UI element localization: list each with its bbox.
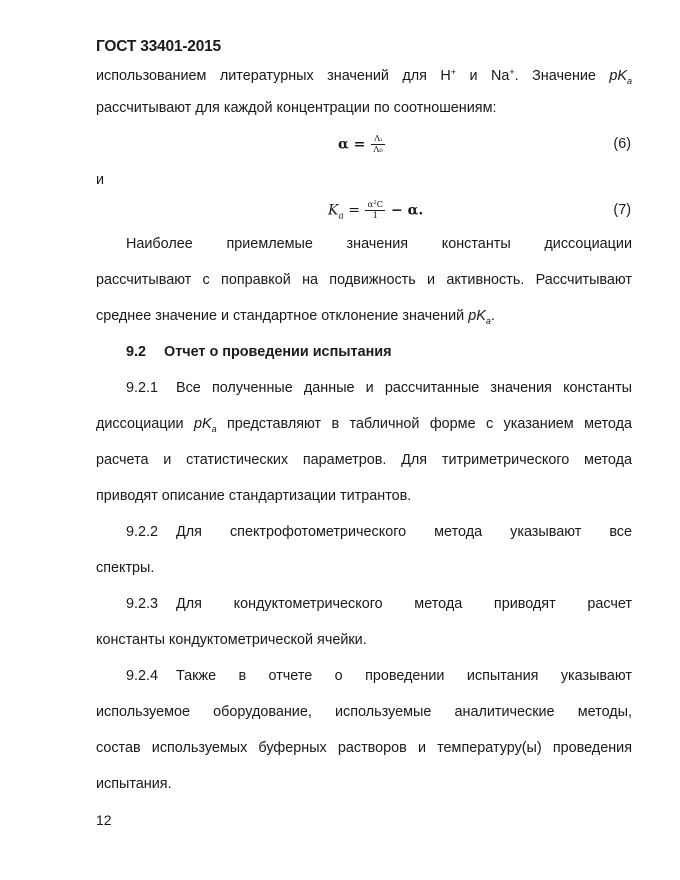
text-line: спектры.: [96, 560, 155, 576]
text-line: 9.2.4 Также в отчете о проведении испытания указывают: [126, 668, 632, 684]
text-line: используемое оборудование, используемые аналитические методы,: [96, 704, 632, 720]
pka-symbol: $pK_a$: [193, 416, 217, 434]
document-id: ГОСТ 33401-2015: [96, 38, 221, 55]
pka-symbol: $pK_a$: [468, 308, 491, 326]
equation-number-6: (6): [613, 136, 631, 152]
text-line: константы кондуктометрической ячейки.: [96, 632, 367, 648]
text-line: и: [96, 172, 105, 188]
text-line: расчета и статистических параметров. Для титриметрического метода: [96, 452, 632, 468]
text-line: среднее значение и стандартное отклонение значений $pK_a$.: [96, 308, 495, 326]
text-line: использованием литературных значений для H+ и Na+. Значение $pK_a$: [96, 67, 633, 86]
equation-number-7: (7): [613, 202, 631, 218]
pka-symbol: $pK_a$: [609, 68, 633, 86]
text-line: рассчитывают с поправкой на подвижность и активность. Рассчитывают: [96, 272, 632, 288]
text-line: диссоциации $pK_a$ представляют в табличной форме с указанием метода: [96, 416, 632, 434]
text-line: 9.2.3 Для кондуктометрического метода приводят расчет: [126, 596, 632, 612]
text-line: Наиболее приемлемые значения константы диссоциации: [126, 236, 632, 252]
text-line: испытания.: [96, 776, 172, 792]
text-line: состав используемых буферных растворов и температуру(ы) проведения: [96, 740, 632, 756]
page-number: 12: [96, 812, 112, 828]
text-line: рассчитывают для каждой концентрации по соотношениям:: [96, 100, 497, 116]
section-heading: 9.2 Отчет о проведении испытания: [126, 344, 392, 360]
text-line: приводят описание стандартизации титрантов.: [96, 488, 412, 504]
formula-7: $K_a$ = $\frac{\text{α²C}}{1}$ − α.: [328, 200, 424, 222]
formula-6: α = $\frac{\text{Λᵢ}}{\text{Λ₀}}$: [338, 134, 383, 155]
text-line: 9.2.1 Все полученные данные и рассчитанные значения константы: [126, 380, 632, 396]
text-line: 9.2.2 Для спектрофотометрического метода указывают все: [126, 524, 632, 540]
